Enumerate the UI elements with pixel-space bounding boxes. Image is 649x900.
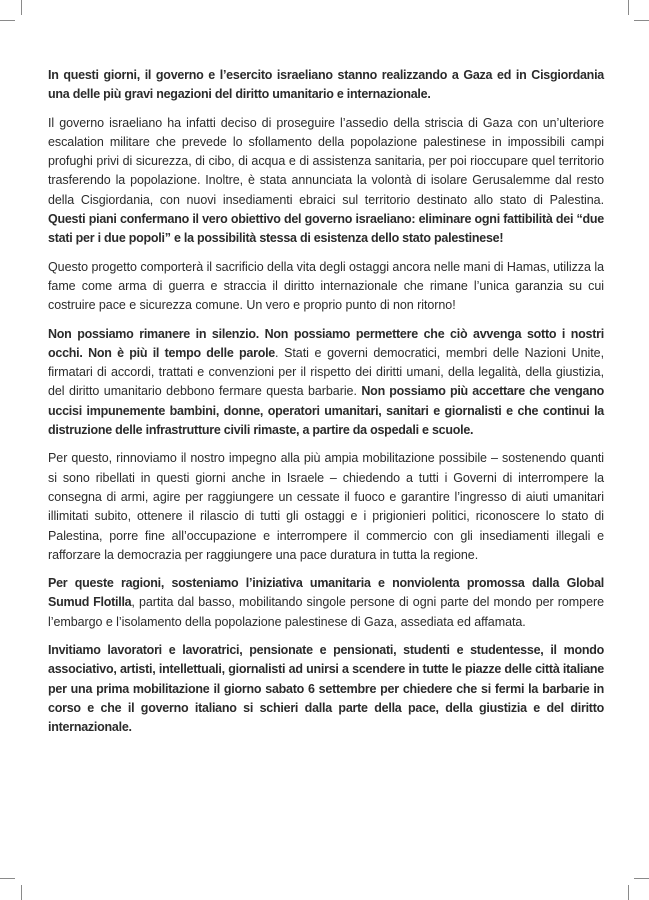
document-paragraph [48,66,604,105]
document-paragraph [48,574,604,632]
text-segment: Per questo, rinnoviamo il nostro impegno alla più ampia mobilitazione possibile – sostenendo quanti si sono ribellati in questi giorni anche in Israele – chiedendo a tutti i Governi di interrompere la consegna di armi, agire per raggiungere un cessate il fuoco e garantire l’ingresso di aiuti umanitari illimitati subito, ottenere il rilascio di tutti gli ostaggi e i prigionieri politici, riconoscere lo stato di Palestina, porre fine all’occupazione e interrompere il commercio con gli insediamenti illegali e rafforzare la democrazia per raggiungere una pace duratura in tutta la regione. [48,451,604,562]
document-paragraph [48,641,604,737]
document-paragraph [48,114,604,249]
text-segment: , partita dal basso, mobilitando singole persone di ogni parte del mondo per rompere l’embargo e l’isolamento della popolazione palestinese di Gaza, assediata ed affamata. [48,595,604,629]
crop-mark-bottom-right-vertical [628,885,629,900]
text-segment: In questi giorni, il governo e l’esercito israeliano stanno realizzando a Gaza ed in Cisgiordania una delle più gravi negazioni del diritto umanitario e internazionale. [48,68,604,102]
crop-mark-top-right-horizontal [634,20,649,21]
crop-mark-bottom-right-horizontal [634,878,649,879]
document-paragraph [48,325,604,441]
crop-mark-top-right-vertical [628,0,629,15]
text-segment: Il governo israeliano ha infatti deciso di proseguire l’assedio della striscia di Gaza con un’ulteriore escalation militare che prevede lo sfollamento della popolazione palestinese in impossibili campi profughi privi di sicurezza, di cibo, di acqua e di assistenza sanitaria, per poi rioccupare quel territorio trasferendo la popolazione. Inoltre, è stata annunciata la volontà di isolare Gerusalemme dal resto della Cisgiordania, con nuovi insediamenti ebraici sul territorio destinato allo stato di Palestina. [48,115,604,207]
text-segment: Non possiamo rimanere in silenzio. Non possiamo permettere che ciò avvenga sotto i nostri occhi. Non è più il tempo delle parole [48,326,604,360]
text-segment: Non possiamo più accettare che vengano uccisi impunemente bambini, donne, operatori umanitari, sanitari e giornalisti e che continui la distruzione delle infrastrutture civili rimaste, a partire da ospedali e scuole. [48,384,604,438]
document-body [48,66,604,738]
text-segment: . Stati e governi democratici, membri delle Nazioni Unite, firmatari di accordi, trattati e convenzioni per il rispetto dei diritti umani, della legalità, della giustizia, del diritto umanitario debbono fermare questa barbarie. [48,345,605,399]
text-segment: Questi piani confermano il vero obiettivo del governo israeliano: eliminare ogni fattibilità dei “due stati per i due popoli” e la possibilità stessa di esistenza dello stato palestinese! [48,212,604,246]
crop-mark-bottom-left-vertical [21,885,22,900]
document-paragraph [48,449,604,565]
crop-mark-top-left-horizontal [0,20,15,21]
crop-mark-top-left-vertical [21,0,22,15]
crop-mark-bottom-left-horizontal [0,878,15,879]
text-segment: Invitiamo lavoratori e lavoratrici, pensionate e pensionati, studenti e studentesse, il mondo associativo, artisti, intellettuali, giornalisti ad unirsi a scendere in tutte le piazze delle città italiane per una prima mobilitazione il giorno sabato 6 settembre per chiedere che si fermi la barbarie in corso e che il governo italiano si schieri dalla parte della pace, della giustizia e del diritto internazionale. [48,643,604,735]
document-paragraph [48,258,604,316]
text-segment: Questo progetto comporterà il sacrificio della vita degli ostaggi ancora nelle mani di Hamas, utilizza la fame come arma di guerra e straccia il diritto internazionale che rimane l’unica garanzia su cui costruire pace e sicurezza comune. Un vero e proprio punto di non ritorno! [48,259,604,313]
text-segment: Per queste ragioni, sosteniamo l’iniziativa umanitaria e nonviolenta promossa dalla Global Sumud Flotilla [48,576,604,610]
